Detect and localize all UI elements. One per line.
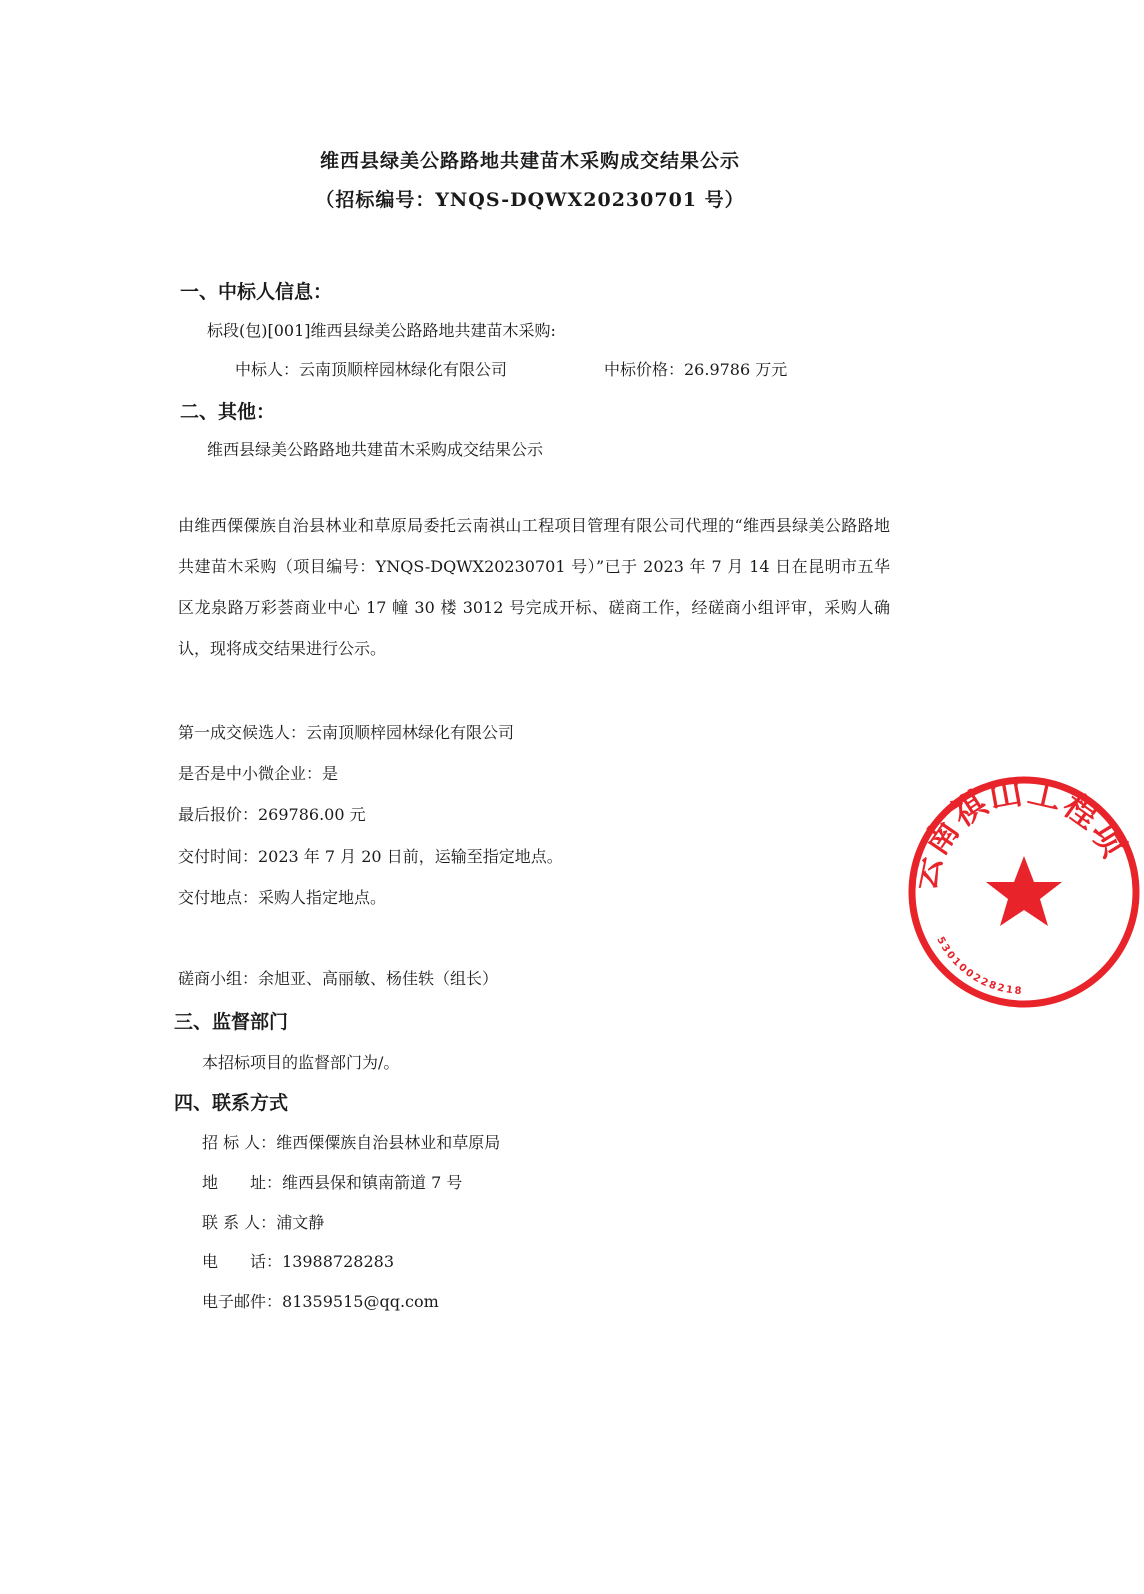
- delivery-time: 交付时间：2023 年 7 月 20 日前，运输至指定地点。: [178, 847, 563, 866]
- delivery-place: 交付地点：采购人指定地点。: [178, 888, 387, 907]
- section-2-heading: 二、其他：: [180, 401, 276, 423]
- contact-label: 招 标 人：: [202, 1133, 277, 1152]
- contact-row: [202, 1170, 462, 1193]
- tender-number: （招标编号：YNQS-DQWX20230701 号）: [315, 189, 745, 211]
- seal-code: 530100228218: [934, 935, 1024, 998]
- contact-label: 电子邮件：: [202, 1292, 283, 1311]
- contact-value: 浦文静: [276, 1213, 325, 1232]
- seal-graphic: [904, 772, 1144, 1012]
- section-1-heading: 一、中标人信息：: [180, 281, 333, 303]
- section-2-subtitle: 维西县绿美公路路地共建苗木采购成交结果公示: [207, 440, 544, 459]
- supervision-text: 本招标项目的监督部门为/。: [202, 1053, 400, 1072]
- contact-value: 维西县保和镇南箭道 7 号: [282, 1173, 463, 1192]
- document-title: 维西县绿美公路路地共建苗木采购成交结果公示: [319, 150, 740, 172]
- section-4-heading: 四、联系方式: [174, 1092, 289, 1114]
- lot-line: 标段(包)[001]维西县绿美公路路地共建苗木采购:: [207, 321, 556, 340]
- sme-status: 是否是中小微企业：是: [178, 764, 339, 783]
- section-3-heading: 三、监督部门: [174, 1011, 289, 1033]
- contact-row: [202, 1210, 324, 1233]
- consultation-panel: 磋商小组：余旭亚、高丽敏、杨佳轶（组长）: [178, 969, 499, 988]
- announcement-paragraph: 由维西傈僳族自治县林业和草原局委托云南祺山工程项目管理有限公司代理的“维西县绿美公路路地共建苗木采购（项目编号：YNQS-DQWX20230701 号）”已于 2023 年 7 月 14 日在昆明市五华区龙泉路万彩荟商业中心 17 幢 30 楼 3012 号完成开标、磋商工作，经磋商小组评审，采购人确认，现将成交结果进行公示。: [178, 516, 890, 658]
- contact-row: [202, 1249, 394, 1272]
- first-candidate: 第一成交候选人：云南顶顺梓园林绿化有限公司: [178, 723, 515, 742]
- star-icon: [986, 856, 1062, 926]
- final-price: 最后报价：269786.00 元: [178, 805, 366, 824]
- contact-label: 地 址：: [202, 1173, 283, 1192]
- contact-value: 维西傈僳族自治县林业和草原局: [276, 1133, 501, 1152]
- winner-line: 中标人：云南顶顺梓园林绿化有限公司: [235, 360, 508, 379]
- contact-row: [202, 1130, 500, 1153]
- seal-name: 云南祺山工程项: [904, 772, 1135, 894]
- contact-label: 联 系 人：: [202, 1213, 277, 1232]
- official-seal: [904, 772, 1135, 1012]
- winning-price: 中标价格：26.9786 万元: [604, 360, 788, 379]
- contact-label: 电 话：: [202, 1252, 283, 1271]
- contact-value: 13988728283: [282, 1252, 394, 1271]
- contact-row: [202, 1289, 439, 1312]
- contact-value: 81359515@qq.com: [282, 1292, 439, 1311]
